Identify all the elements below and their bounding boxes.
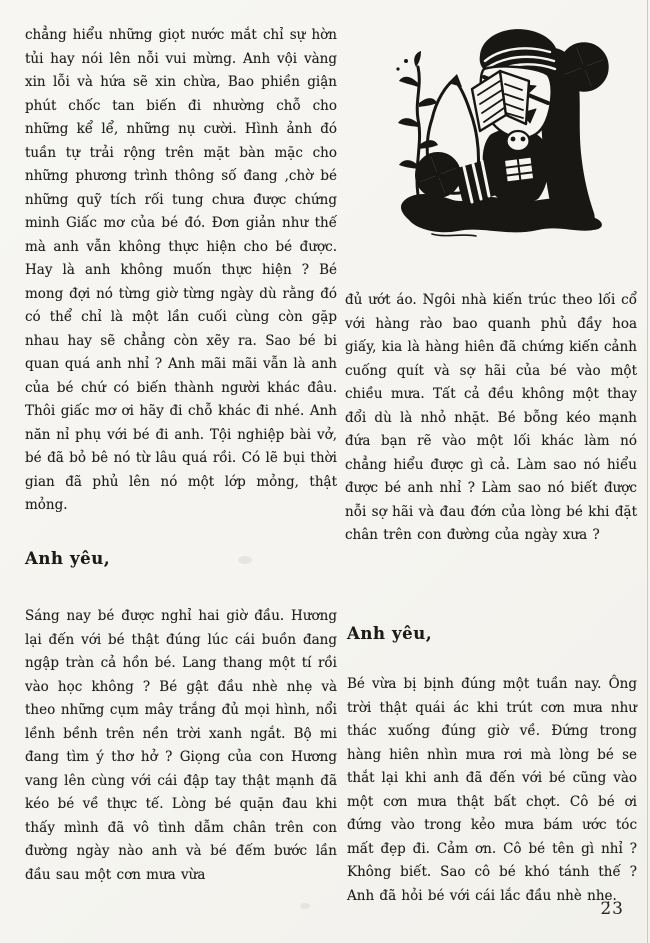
- left-column-paragraph-2: Sáng nay bé được nghỉ hai giờ đầu. Hương lại đến với bé thật đúng lúc cái buồn đang ngập tràn cả hồn bé. Lang thang một tí rồi vào học không ? Bé gật đầu nhè nhẹ và theo những cụm mây trắng đủ mọi hình, nổi lềnh bềnh trên nền trời xanh ngắt. Bộ mi đang tìm ý thơ hở ? Giọng của con Hương vang lên cùng với cái đập tay thật mạnh đã kéo bé về thực tế. Lòng bé quặn đau khi thấy mình đã vô tình dẫm chân trên con đường ngày nào anh và bé đếm bước lần đầu sau một cơn mưa vừa: [25, 608, 337, 883]
- left-column-paragraph-1: chẳng hiểu những giọt nước mắt chỉ sự hờn tủi hay nói lên nỗi vui mừng. Anh vội vàng xin lỗi và hứa sẽ xin chừa, Bao phiền giận phút chốc tan biến đi nhường chỗ cho những kể lể, những nụ cười. Hình ảnh đó tuần tự trải rộng trên mặt bàn mặc cho những phương trình thông số đang ,chờ bé những quỹ tích rối tung chưa được chứng minh Giấc mơ của bé đó. Đơn giản như thế mà anh vẫn không thực hiện cho bé được. Hay là anh không muốn thực hiện ? Bé mong đợi nó từng giờ từng ngày dù rằng đó có thể chỉ là một lần cuối cùng còn gặp nhau hay sẽ chẳng còn xẽy ra. Sao bé bi quan quá anh nhỉ ? Anh mãi mãi vẫn là anh của bé chứ có biến thành người khác đâu. Thôi giấc mơ ơi hãy đi chỗ khác đi nhé. Anh năn nỉ phụ với bé đi anh. Tội nghiệp bài vở, bé đã bỏ bê nó từ lâu quá rồi. Có lẽ bụi thời gian đã phủ lên nó một lớp mỏng, thật mỏng.: [25, 27, 337, 513]
- flower-top-right: [561, 44, 607, 90]
- salutation-heading-left: Anh yêu,: [25, 549, 111, 568]
- button-face: [507, 131, 530, 151]
- page-number: 23: [600, 899, 624, 919]
- illustration-signature: tad: [439, 214, 467, 236]
- right-column-paragraph-1: đủ ướt áo. Ngôi nhà kiến trúc theo lối cổ với hàng rào bao quanh phủ đầy hoa giấy, kia là hàng hiên đã chứng kiến cảnh cuống quít và sợ hãi của bé vào một chiều mưa. Tất cả đều không một thay đổi dù là nhỏ nhặt. Bé bỗng kéo mạnh đứa bạn rẽ vào một lối khác làm nó chẳng hiểu được gì cả. Làm sao nó hiểu được bé anh nhỉ ? Làm sao nó biết được nỗi sợ hãi và đau đớn của lòng bé khi đặt chân trên con đường của ngày xưa ?: [345, 292, 637, 543]
- grid-object: [504, 156, 535, 182]
- scan-edge-line: [647, 0, 648, 943]
- woodcut-illustration: [388, 22, 626, 242]
- salutation-heading-right: Anh yêu,: [347, 624, 433, 643]
- scan-artifact: [238, 556, 252, 564]
- flower-bottom-left: [417, 154, 460, 197]
- right-column-paragraph-2: Bé vừa bị bịnh đúng một tuần nay. Ông trời thật quái ác khi trút cơn mưa như thác xuống đúng giờ về. Đứng trong hàng hiên nhìn mưa rơi mà lòng bé se thắt lại khi anh đã đến với bé cũng vào một cơn mưa thật bất chợt. Cô bé ơi đứng vào trong kẻo mưa bám ước tóc mất đẹp đi. Cảm ơn. Cô bé tên gì nhỉ ? Không biết. Sao cô bé khó tánh thế ? Anh đã hỏi bé với cái lắc đầu nhè nhẹ.: [347, 676, 637, 904]
- scan-artifact: [300, 903, 310, 909]
